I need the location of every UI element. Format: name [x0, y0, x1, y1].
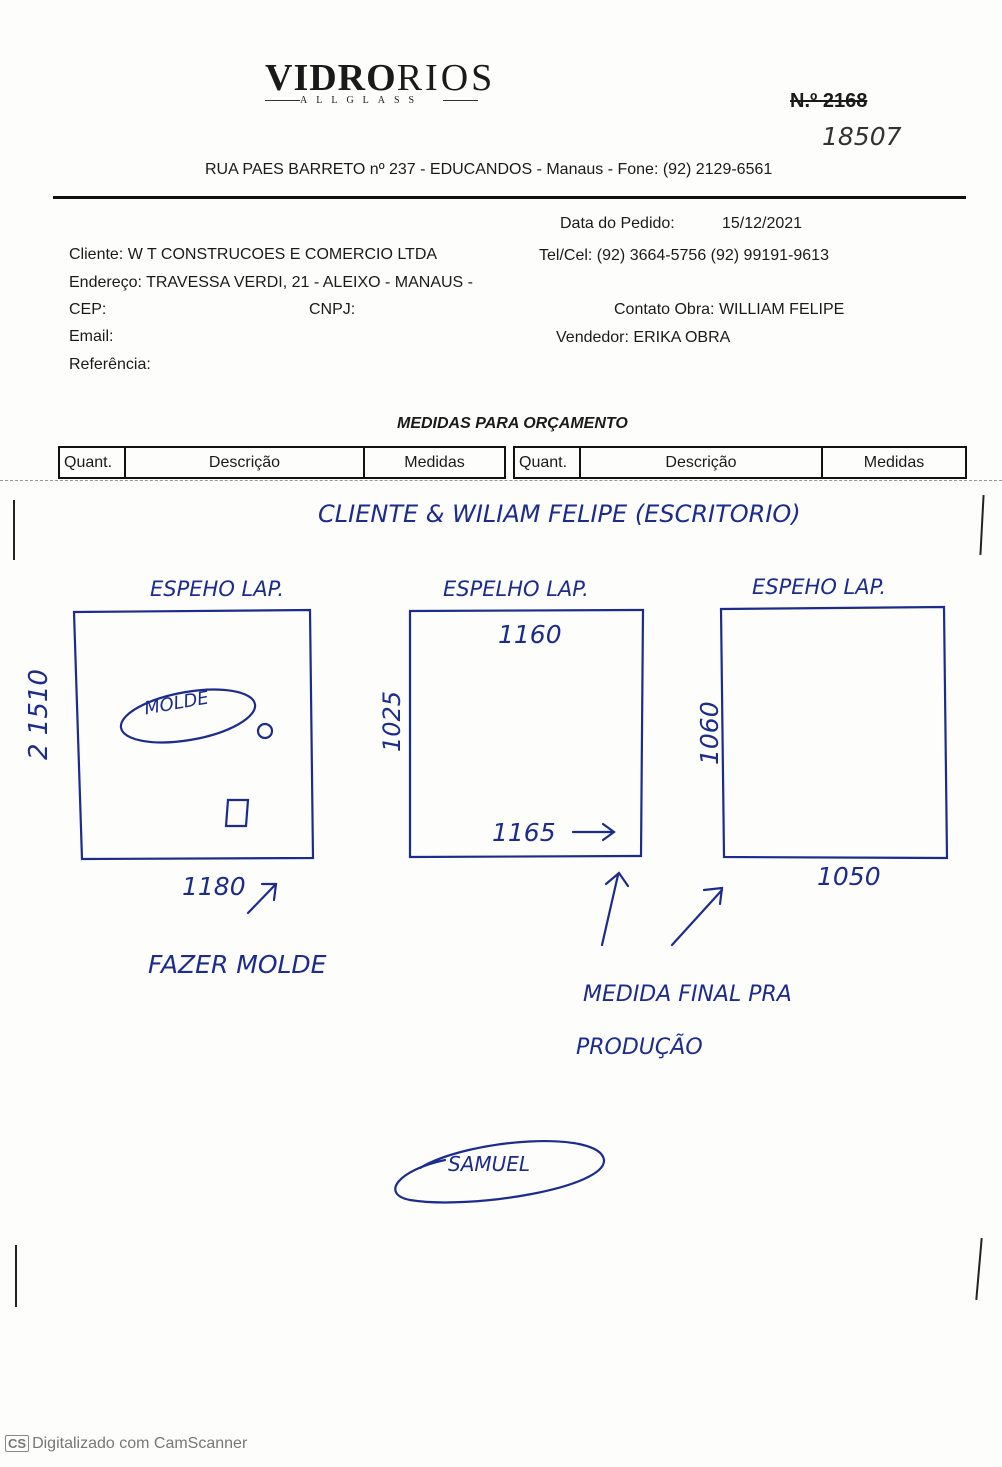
col-medidas: Medidas — [863, 453, 925, 471]
brand-main: VIDRO — [265, 57, 397, 99]
order-number-printed: N.º 2168 — [790, 90, 868, 112]
address-field: Endereço: TRAVESSA VERDI, 21 - ALEIXO - MANAUS - — [69, 274, 473, 291]
mirror-1-outline — [74, 610, 313, 859]
col-medidas: Medidas — [404, 453, 465, 471]
scanner-footer — [5, 1435, 247, 1453]
note-final-line1: MEDIDA FINAL PRA — [583, 982, 792, 1007]
seller-field: Vendedor: ERIKA OBRA — [556, 329, 731, 346]
cep-field: CEP: — [69, 301, 107, 318]
reference-field: Referência: — [69, 356, 151, 373]
note-molde: FAZER MOLDE — [148, 950, 327, 979]
phone-field: Tel/Cel: (92) 3664-5756 (92) 99191-9613 — [539, 247, 829, 264]
mirror-2-height: 1025 — [378, 690, 406, 752]
mirror-3-height: 1060 — [695, 701, 724, 765]
arrow — [672, 888, 722, 945]
arrow — [573, 824, 614, 840]
cnpj-field: CNPJ: — [309, 301, 356, 318]
brand-sub: ALLGLASS — [300, 95, 424, 106]
mirror-2-title: ESPELHO LAP. — [443, 577, 589, 601]
section-title: MEDIDAS PARA ORÇAMENTO — [397, 415, 628, 432]
mirror-1-height: 2 1510 — [24, 669, 54, 760]
client-field: Cliente: W T CONSTRUCOES E COMERCIO LTDA — [69, 246, 438, 263]
mirror-1-badge: MOLDE — [142, 687, 211, 720]
mirror-1-width: 1180 — [182, 872, 246, 901]
mirror-3-title: ESPEHO LAP. — [752, 575, 887, 599]
col-descricao: Descrição — [581, 448, 823, 477]
scanner-footer-text: Digitalizado com CamScanner — [32, 1435, 248, 1452]
camscanner-icon: CS — [5, 1435, 29, 1452]
company-address: RUA PAES BARRETO nº 237 - EDUCANDOS - Manaus - Fone: (92) 2129-6561 — [205, 161, 773, 178]
date-label: Data do Pedido: — [560, 215, 675, 232]
mirror-2-bottom: 1165 — [492, 818, 556, 847]
contact-field: Contato Obra: WILLIAM FELIPE — [614, 301, 845, 318]
order-number-handwritten: 18507 — [822, 122, 902, 151]
square-marker — [226, 800, 248, 826]
arrow — [602, 873, 628, 945]
date-value: 15/12/2021 — [722, 215, 803, 232]
col-quant: Quant. — [515, 448, 581, 477]
signature: SAMUEL — [448, 1152, 531, 1176]
email-field: Email: — [69, 328, 114, 345]
arrow — [248, 884, 276, 913]
brand-rios: RIOS — [396, 57, 496, 99]
hole-marker — [258, 724, 272, 738]
handwritten-note-top: CLIENTE & WILIAM FELIPE (ESCRITORIO) — [318, 500, 801, 528]
col-quant: Quant. — [60, 448, 126, 477]
mirror-3-width: 1050 — [817, 862, 881, 891]
mirror-3-outline — [721, 607, 947, 858]
col-descricao: Descrição — [126, 448, 365, 477]
note-final-line2: PRODUÇÃO — [576, 1035, 703, 1060]
mirror-1-title: ESPEHO LAP. — [150, 577, 285, 601]
mirror-2-top: 1160 — [498, 620, 562, 649]
